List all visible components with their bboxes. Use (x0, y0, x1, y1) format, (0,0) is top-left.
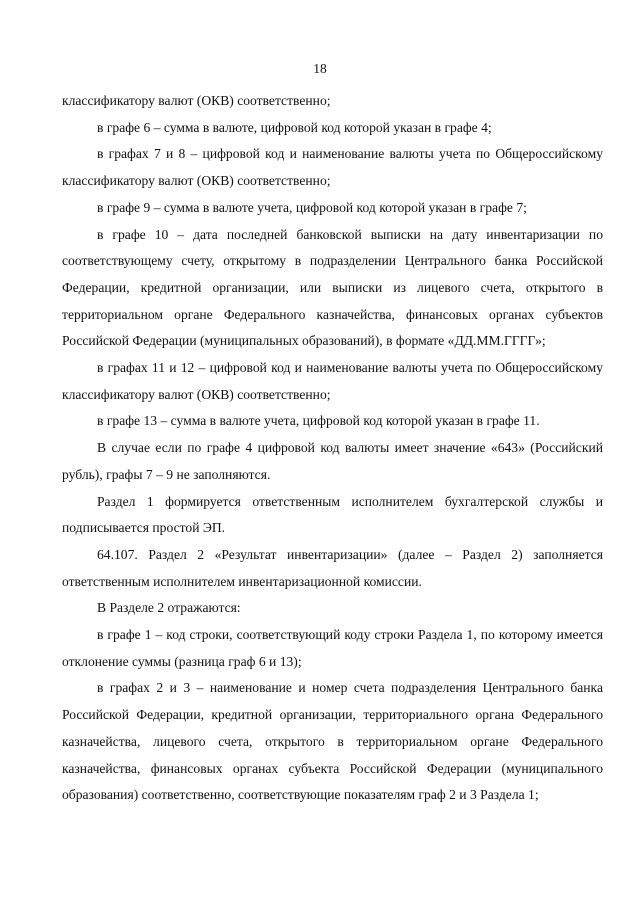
document-body (62, 88, 603, 809)
paragraph-column-13: в графе 13 – сумма в валюте учета, цифровой код которой указан в графе 11. (97, 413, 540, 429)
paragraph-ruble-case: В случае если по графе 4 цифровой код валюты имеет значение «643» (Российский рубль), графы 7 – 9 не заполняются. (62, 440, 603, 482)
paragraph-columns-7-8: в графах 7 и 8 – цифровой код и наименование валюты учета по Общероссийскому классификатору валют (ОКВ) соответственно; (62, 146, 603, 189)
paragraph-okv-continuation: классификатору валют (ОКВ) соответственно; (62, 93, 331, 108)
paragraph-section-1-signing: Раздел 1 формируется ответственным исполнителем бухгалтерской службы и подписывается простой ЭП. (62, 493, 603, 536)
paragraph-columns-11-12: в графах 11 и 12 – цифровой код и наименование валюты учета по Общероссийскому классификатору валют (ОКВ) соответственно; (62, 360, 603, 402)
paragraph-section-2-columns-2-3: в графах 2 и 3 – наименование и номер счета подразделения Центрального банка Российской Федерации, кредитной организации, территориального органа Федерального казначейства, лицевого счета, открытого в территориальном органе Федерального казначейства, финансовых органах субъекта Российской Федерации (муниципального образования) соответственно, соответствующие показателям граф 2 и 3 Раздела 1; (62, 680, 603, 803)
paragraph-column-6: в графе 6 – сумма в валюте, цифровой код которой указан в графе 4; (97, 119, 492, 135)
paragraph-section-2-column-1: в графе 1 – код строки, соответствующий коду строки Раздела 1, по которому имеется отклонение суммы (разница граф 6 и 13); (62, 627, 603, 669)
paragraph-column-10: в графе 10 – дата последней банковской выписки на дату инвентаризации по соответствующему счету, открытому в подразделении Центрального банка Российской Федерации, кредитной организации, или выписки из лицевого счета, открытого в территориальном органе Федерального казначейства, финансовых органах субъектов Российской Федерации (муниципальных образований), в формате «ДД.ММ.ГГГГ»; (62, 226, 603, 349)
paragraph-section-2-intro: В Разделе 2 отражаются: (97, 600, 241, 616)
paragraph-section-2-heading: 64.107. Раздел 2 «Результат инвентаризации» (далее – Раздел 2) заполняется ответственным исполнителем инвентаризационной комиссии. (62, 546, 603, 589)
page-number: 18 (313, 61, 327, 76)
paragraph-column-9: в графе 9 – сумма в валюте учета, цифровой код которой указан в графе 7; (97, 199, 527, 215)
